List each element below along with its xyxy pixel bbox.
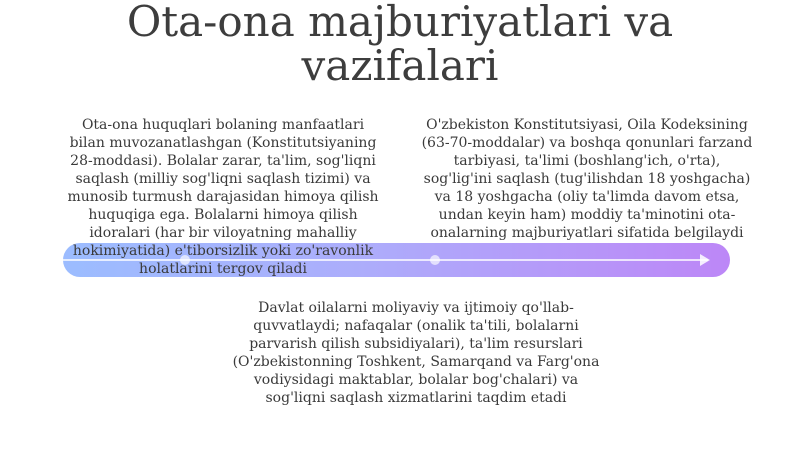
timeline-node — [430, 255, 440, 265]
slide-title — [0, 0, 800, 88]
section-text-left: Ota-ona huquqlari bolaning manfaatlari bilan muvozanatlashgan (Konstitutsiyaning 28-moddasi). Bolalar zarar, ta'lim, sog'liqni saqlash (milliy sog'liqni saqlash tizimi) va munosib turmush darajasidan himoya qilish huquqiga ega. Bolalarni himoya qilish idoralari (har bir viloyatning mahalliy hokimiyatida) e'tiborsizlik yoki zo'ravonlik holatlarini tergov qiladi — [67, 117, 379, 277]
slide-title-line1: Ota-ona majburiyatlari va — [126, 0, 674, 46]
section-text-right: O'zbekiston Konstitutsiyasi, Oila Kodeksining (63-70-moddalar) va boshqa qonunlari farzand tarbiyasi, ta'limi (boshlang'ich, o'rta), sog'lig'ini saqlash (tug'ilishdan 18 yoshgacha) va 18 yoshgacha (oliy ta'limda davom etsa, undan keyin ham) moddiy ta'minotini ota-onalarning majburiyatlari sifatida belgilaydi — [421, 117, 753, 241]
section-text-bottom: Davlat oilalarni moliyaviy va ijtimoiy qo'llab-quvvatlaydi; nafaqalar (onalik ta'tili, bolalarni parvarish qilish subsidiyalari), ta'lim resurslari (O'zbekistonning Toshkent, Samarqand va Farg'ona vodiysidagi maktablar, bolalar bog'chalari) va sog'liqni saqlash xizmatlarini taqdim etadi — [232, 300, 600, 406]
slide-title-line2: vazifalari — [301, 41, 499, 90]
timeline-arrow-icon — [700, 254, 710, 266]
